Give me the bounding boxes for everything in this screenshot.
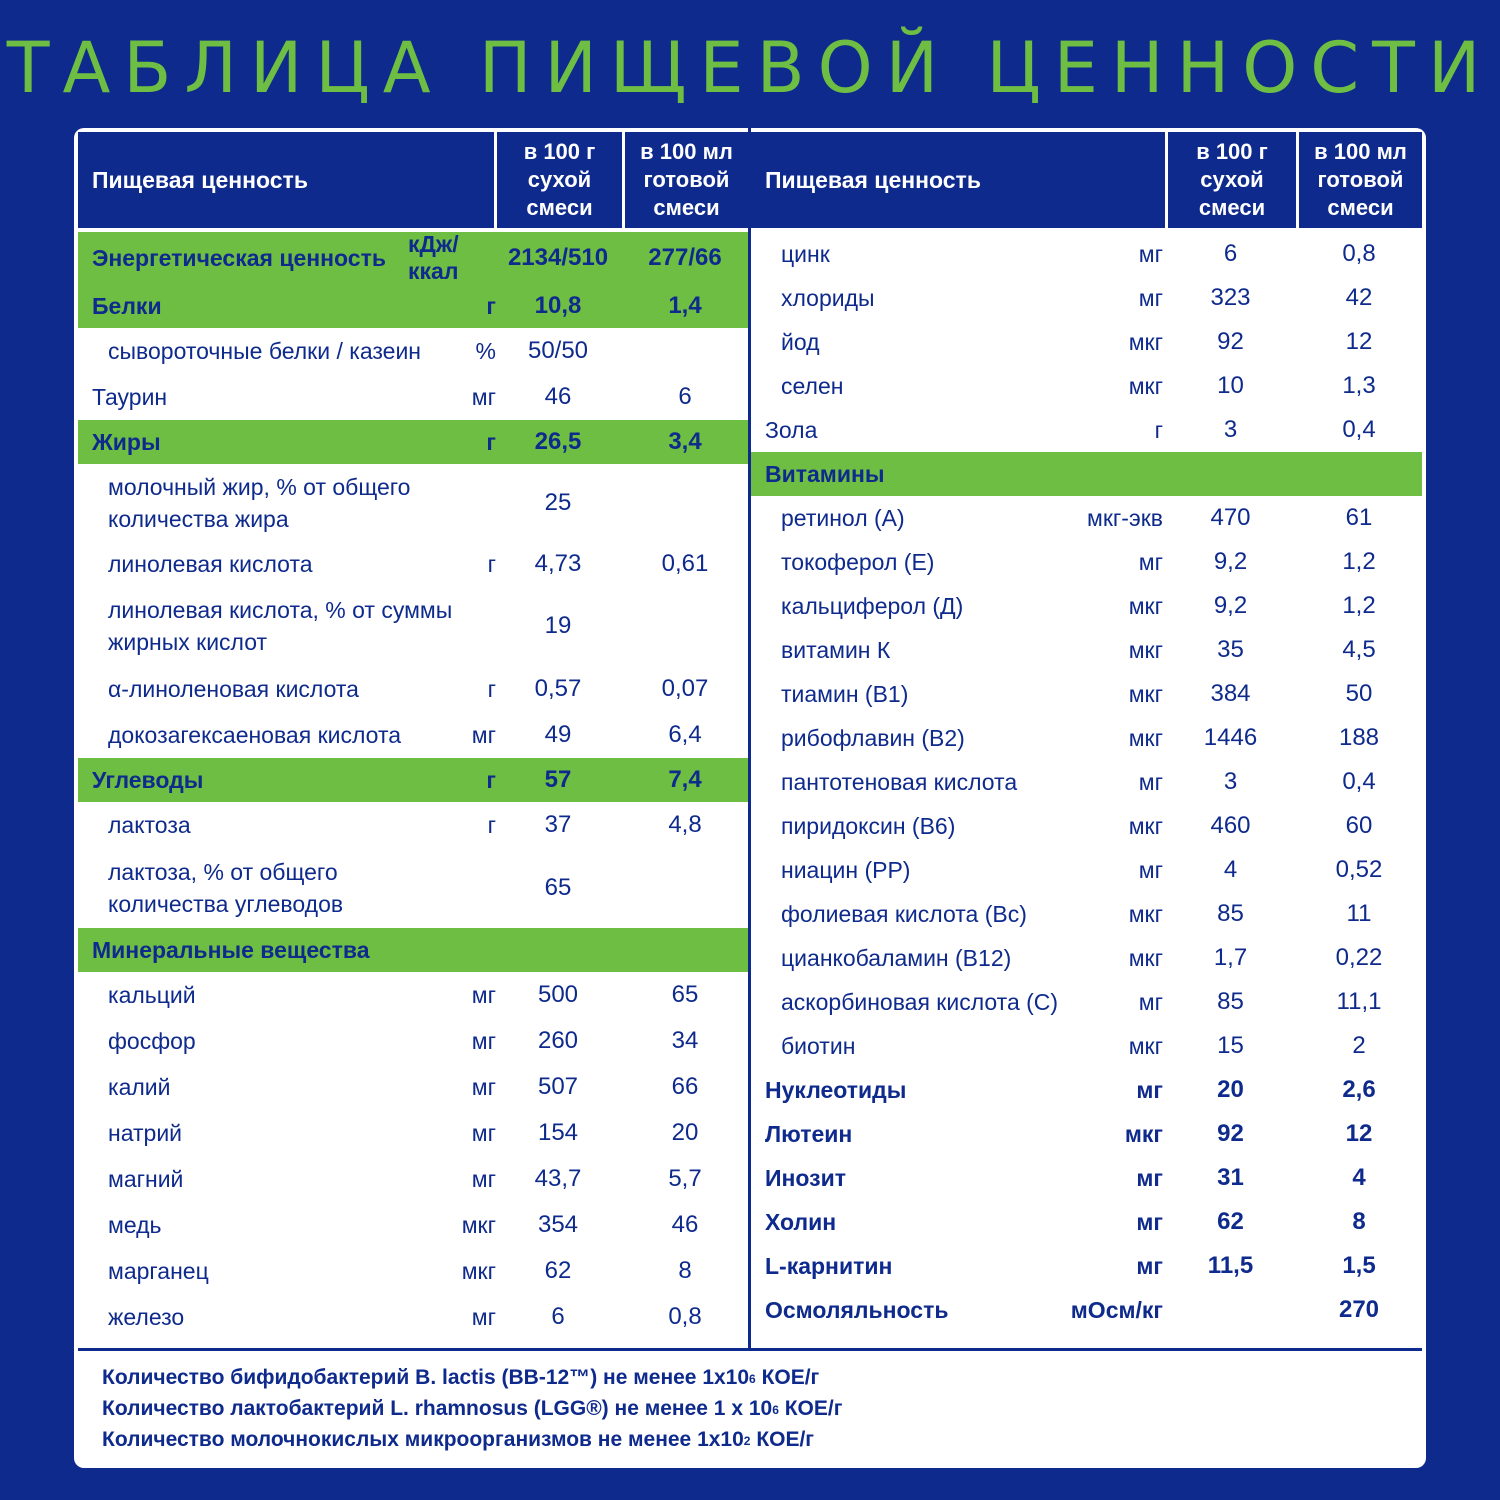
row-name: фосфор xyxy=(108,1027,196,1054)
row-unit: мг xyxy=(471,383,496,410)
row-value-dry: 92 xyxy=(1217,1120,1244,1147)
row-value-dry: 10,8 xyxy=(534,292,582,319)
row-value-dry: 50/50 xyxy=(527,337,589,364)
header-col-ready: в 100 мл готовой смеси xyxy=(1296,132,1422,228)
row-value-ready: 50 xyxy=(1345,680,1373,707)
row-value-dry: 46 xyxy=(544,383,572,410)
row-unit: мг xyxy=(1138,988,1163,1015)
row-name: токоферол (E) xyxy=(781,548,935,575)
header-name: Пищевая ценность xyxy=(92,167,308,193)
row-name: пиридоксин (B6) xyxy=(781,812,956,839)
row-name: калий xyxy=(108,1073,171,1100)
row-unit: г xyxy=(486,766,496,793)
row-value-ready xyxy=(1296,452,1422,496)
row-unit: мг xyxy=(1136,1252,1163,1279)
row-name: ниацин (PP) xyxy=(781,856,911,883)
row-value-dry: 500 xyxy=(537,981,579,1008)
row-value-ready: 1,3 xyxy=(1342,372,1376,399)
row-name: Инозит xyxy=(765,1164,847,1191)
table-row xyxy=(751,1068,1422,1112)
row-value-dry: 3 xyxy=(1223,416,1238,443)
footer-line-lactic: Количество молочнокислых микроорганизмов не менее $1x10^2$ КОЕ/г xyxy=(102,1428,815,1451)
row-value-ready: 12 xyxy=(1345,1120,1373,1147)
table-row xyxy=(751,276,1422,320)
row-value-dry: 384 xyxy=(1210,680,1251,707)
row-value-ready: 61 xyxy=(1345,504,1373,531)
row-unit: мг xyxy=(1138,240,1163,267)
table-row xyxy=(751,584,1422,628)
header-col-ready: в 100 мл готовой смеси xyxy=(622,132,748,228)
row-name: Таурин xyxy=(92,383,168,410)
table-row xyxy=(751,628,1422,672)
row-value-ready: 7,4 xyxy=(668,766,702,793)
table-row xyxy=(751,804,1422,848)
row-name: тиамин (B1) xyxy=(781,680,909,707)
row-name: медь xyxy=(108,1211,162,1238)
row-unit: г xyxy=(487,550,496,577)
row-name: аскорбиновая кислота (C) xyxy=(781,988,1059,1015)
table-row xyxy=(78,1202,748,1248)
row-value-dry: 154 xyxy=(537,1119,579,1146)
row-unit: мОсм/кг xyxy=(1070,1296,1163,1323)
row-name: биотин xyxy=(781,1032,856,1059)
row-value-ready: 4 xyxy=(1352,1164,1366,1191)
row-name: ретинол (A) xyxy=(781,504,905,531)
table-row xyxy=(751,1112,1422,1156)
table-row xyxy=(751,672,1422,716)
row-value-ready: 1,5 xyxy=(1342,1252,1376,1279)
row-value-ready: 8 xyxy=(1352,1208,1366,1235)
header-col-dry: в 100 г сухой смеси xyxy=(1165,132,1296,228)
row-value-ready: 20 xyxy=(671,1119,699,1146)
row-value-ready: 2,6 xyxy=(1342,1076,1376,1103)
row-name: цинк xyxy=(781,240,830,267)
row-unit: мг xyxy=(471,721,496,748)
row-value-dry: 323 xyxy=(1210,284,1251,311)
row-value-dry: 85 xyxy=(1217,900,1244,927)
row-unit: мкг xyxy=(1128,944,1163,971)
row-name: кальций xyxy=(108,981,196,1008)
row-value-dry: 1,7 xyxy=(1213,944,1248,971)
row-name: магний xyxy=(108,1165,184,1192)
row-value-ready xyxy=(622,328,748,374)
row-value-dry: 25 xyxy=(544,489,572,516)
row-unit: мкг xyxy=(461,1211,496,1238)
row-value-dry: 43,7 xyxy=(534,1165,582,1192)
table-row xyxy=(78,420,748,464)
row-value-ready xyxy=(622,928,748,972)
row-value-dry: 20 xyxy=(1217,1076,1244,1103)
table-row xyxy=(751,936,1422,980)
table-row xyxy=(78,972,748,1018)
row-unit: мг xyxy=(471,981,496,1008)
table-row xyxy=(78,328,748,374)
table-header-left xyxy=(78,132,748,228)
table-row xyxy=(78,928,748,972)
row-value-ready xyxy=(622,848,748,928)
row-value-ready: 4,8 xyxy=(668,811,702,838)
table-row xyxy=(78,1248,748,1294)
row-name: α-линоленовая кислота xyxy=(108,675,359,702)
row-unit: мг xyxy=(471,1073,496,1100)
table-row xyxy=(751,1156,1422,1200)
row-name: Белки xyxy=(92,292,162,319)
row-name: лактоза xyxy=(108,811,191,838)
table-row xyxy=(751,232,1422,276)
table-row xyxy=(78,758,748,802)
row-value-dry: 62 xyxy=(1217,1208,1244,1235)
row-value-dry: 354 xyxy=(537,1211,579,1238)
row-value-ready: 60 xyxy=(1345,812,1373,839)
row-unit: г xyxy=(486,428,496,455)
row-value-ready: 270 xyxy=(1338,1296,1380,1323)
row-name: сывороточные белки / казеин xyxy=(108,337,421,364)
row-value-ready: 6,4 xyxy=(668,721,702,748)
row-value-dry: 4 xyxy=(1223,856,1238,883)
row-unit: г xyxy=(487,675,496,702)
row-name: Витамины xyxy=(765,460,885,487)
row-value-dry: 31 xyxy=(1217,1164,1244,1191)
table-row xyxy=(78,232,748,284)
footer-line-lacto: Количество лактобактерий L. rhamnosus (LGG®) не менее 1 х $10^6$ КОЕ/г xyxy=(102,1397,843,1420)
row-unit: мкг xyxy=(1128,1032,1163,1059)
table-row xyxy=(78,1018,748,1064)
table-row xyxy=(751,452,1422,496)
row-value-dry: 9,2 xyxy=(1213,548,1248,575)
row-value-ready: 2 xyxy=(1352,1032,1366,1059)
row-unit: мг xyxy=(1136,1076,1163,1103)
row-value-dry: 11,5 xyxy=(1207,1252,1254,1279)
row-value-dry: 507 xyxy=(537,1073,579,1100)
table-row xyxy=(751,848,1422,892)
header-name: Пищевая ценность xyxy=(765,167,981,193)
table-row xyxy=(78,1294,748,1340)
table-header-right xyxy=(751,132,1422,228)
row-value-ready: 188 xyxy=(1338,724,1380,751)
row-value-dry: 3 xyxy=(1223,768,1238,795)
table-row xyxy=(751,1024,1422,1068)
table-row xyxy=(78,666,748,712)
row-value-dry xyxy=(1165,452,1296,496)
row-value-dry: 15 xyxy=(1217,1032,1244,1059)
row-value-dry: 19 xyxy=(544,612,572,639)
footer-notes xyxy=(102,1362,842,1455)
row-unit: мг xyxy=(1138,856,1163,883)
row-value-ready xyxy=(622,464,748,542)
row-unit: мг xyxy=(471,1165,496,1192)
row-unit xyxy=(408,464,496,542)
row-unit: г xyxy=(487,811,496,838)
footer-divider xyxy=(78,1348,1422,1351)
row-value-ready: 8 xyxy=(678,1257,692,1284)
table-row xyxy=(78,284,748,328)
row-value-ready: 0,52 xyxy=(1335,856,1383,883)
row-value-dry: 4,73 xyxy=(534,550,582,577)
row-value-dry: 0,57 xyxy=(534,675,582,702)
table-row xyxy=(78,1156,748,1202)
table-row xyxy=(78,1064,748,1110)
row-unit: мкг xyxy=(1128,900,1163,927)
row-name: рибофлавин (B2) xyxy=(781,724,965,751)
row-name: Холин xyxy=(765,1208,837,1235)
table-row xyxy=(78,542,748,586)
row-value-ready: 0,07 xyxy=(661,675,709,702)
row-unit: мг xyxy=(1136,1164,1163,1191)
row-unit: мкг xyxy=(1128,724,1163,751)
row-name: линолевая кислота, % от суммы жирных кислот xyxy=(108,597,453,655)
row-value-ready: 11,1 xyxy=(1336,988,1382,1015)
row-unit: мкг xyxy=(1128,328,1163,355)
row-value-dry xyxy=(494,928,622,972)
table-row xyxy=(78,374,748,420)
table-row xyxy=(78,464,748,542)
row-value-ready: 5,7 xyxy=(668,1165,702,1192)
row-unit: г xyxy=(1154,416,1163,443)
row-value-dry: 49 xyxy=(544,721,572,748)
row-value-dry: 37 xyxy=(544,811,572,838)
table-row xyxy=(751,760,1422,804)
table-row xyxy=(751,1200,1422,1244)
row-unit xyxy=(408,928,496,972)
row-name: марганец xyxy=(108,1257,209,1284)
header-col-dry: в 100 г сухой смеси xyxy=(494,132,622,228)
row-value-ready: 11 xyxy=(1346,900,1372,927)
row-value-ready xyxy=(622,586,748,666)
row-unit: мг xyxy=(1138,548,1163,575)
table-row xyxy=(751,540,1422,584)
row-unit: мг xyxy=(1138,284,1163,311)
row-unit: мкг xyxy=(1128,636,1163,663)
table-row xyxy=(78,848,748,928)
row-value-ready: 0,8 xyxy=(668,1303,702,1330)
row-unit: мг xyxy=(1136,1208,1163,1235)
row-value-ready: 0,4 xyxy=(1342,768,1376,795)
row-name: Осмоляльность xyxy=(765,1296,949,1323)
row-value-dry: 35 xyxy=(1217,636,1244,663)
row-value-ready: 46 xyxy=(671,1211,699,1238)
row-value-ready: 6 xyxy=(678,383,692,410)
row-value-dry: 260 xyxy=(537,1027,579,1054)
row-unit: мг xyxy=(471,1027,496,1054)
row-unit: мг xyxy=(471,1303,496,1330)
row-unit xyxy=(408,848,496,928)
row-unit: мкг-экв xyxy=(1087,504,1163,531)
row-name: цианкобаламин (B12) xyxy=(781,944,1012,971)
row-name: витамин К xyxy=(781,636,891,663)
row-value-ready: 0,22 xyxy=(1335,944,1383,971)
row-name: Энергетическая ценность xyxy=(92,244,386,271)
row-name: Лютеин xyxy=(765,1120,853,1147)
table-row xyxy=(78,802,748,848)
row-name: докозагексаеновая кислота xyxy=(108,721,402,748)
row-value-ready: 42 xyxy=(1345,284,1373,311)
row-name: фолиевая кислота (Bc) xyxy=(781,900,1027,927)
row-value-dry: 470 xyxy=(1210,504,1251,531)
row-value-dry: 1446 xyxy=(1203,724,1258,751)
row-value-ready: 12 xyxy=(1345,328,1373,355)
row-value-dry: 9,2 xyxy=(1213,592,1248,619)
row-value-dry: 57 xyxy=(544,766,572,793)
row-value-dry: 6 xyxy=(1223,240,1238,267)
row-unit: мкг xyxy=(1124,1120,1163,1147)
row-name: Минеральные вещества xyxy=(92,936,370,963)
table-row xyxy=(751,1244,1422,1288)
row-value-ready: 0,8 xyxy=(1342,240,1376,267)
table-row xyxy=(751,408,1422,452)
row-name: Нуклеотиды xyxy=(765,1076,907,1103)
row-value-ready: 1,2 xyxy=(1342,548,1376,575)
row-unit: мкг xyxy=(1128,592,1163,619)
row-value-ready: 0,61 xyxy=(661,550,709,577)
row-unit: % xyxy=(475,337,496,364)
row-unit: мкг xyxy=(1128,680,1163,707)
row-value-dry xyxy=(1165,1288,1296,1332)
table-row xyxy=(751,364,1422,408)
row-value-ready: 4,5 xyxy=(1342,636,1376,663)
row-value-ready: 1,2 xyxy=(1342,592,1376,619)
row-unit: мкг xyxy=(1128,372,1163,399)
row-name: лактоза, % от общего количества углеводов xyxy=(108,859,344,917)
row-name: линолевая кислота xyxy=(108,550,313,577)
row-value-ready: 66 xyxy=(671,1073,699,1100)
row-name: йод xyxy=(781,328,820,355)
row-name: пантотеновая кислота xyxy=(781,768,1018,795)
row-name: L-карнитин xyxy=(765,1252,893,1279)
row-value-dry: 85 xyxy=(1217,988,1244,1015)
row-unit: кДж/ккал xyxy=(408,231,459,284)
row-value-dry: 6 xyxy=(551,1303,565,1330)
row-unit: мкг xyxy=(1128,812,1163,839)
table-row xyxy=(78,1110,748,1156)
table-row xyxy=(78,712,748,758)
footer-line-bifido: Количество бифидобактерий B. lactis (BB-12™) не менее $1x10^6$ КОЕ/г xyxy=(102,1366,820,1389)
row-value-dry: 10 xyxy=(1217,372,1244,399)
table-row xyxy=(751,496,1422,540)
row-name: железо xyxy=(108,1303,185,1330)
row-name: селен xyxy=(781,372,844,399)
table-row xyxy=(751,1288,1422,1332)
row-value-ready: 1,4 xyxy=(668,292,702,319)
row-value-ready: 65 xyxy=(671,981,699,1008)
row-name: молочный жир, % от общего количества жира xyxy=(108,474,411,532)
row-name: натрий xyxy=(108,1119,183,1146)
row-name: хлориды xyxy=(781,284,875,311)
row-name: Зола xyxy=(765,416,818,443)
row-name: Жиры xyxy=(92,428,161,455)
row-value-dry: 62 xyxy=(544,1257,572,1284)
row-name: кальциферол (Д) xyxy=(781,592,964,619)
row-unit xyxy=(408,586,496,666)
row-unit: мкг xyxy=(461,1257,496,1284)
row-unit: мг xyxy=(471,1119,496,1146)
row-value-ready: 0,4 xyxy=(1342,416,1376,443)
table-row xyxy=(78,586,748,666)
table-row xyxy=(751,716,1422,760)
row-value-dry: 26,5 xyxy=(534,428,582,455)
table-row xyxy=(751,320,1422,364)
page-title: ТАБЛИЦА ПИЩЕВОЙ ЦЕННОСТИ xyxy=(6,27,1494,109)
row-value-ready: 277/66 xyxy=(648,244,722,271)
row-value-dry: 92 xyxy=(1217,328,1244,355)
row-value-dry: 2134/510 xyxy=(507,244,609,271)
row-value-ready: 3,4 xyxy=(668,428,702,455)
nutrition-table xyxy=(74,128,1426,1468)
row-unit: г xyxy=(486,292,496,319)
row-value-ready: 34 xyxy=(671,1027,699,1054)
table-row xyxy=(751,892,1422,936)
row-unit xyxy=(1011,452,1163,496)
row-unit: мг xyxy=(1138,768,1163,795)
row-value-dry: 65 xyxy=(544,874,572,901)
row-name: Углеводы xyxy=(92,766,204,793)
table-row xyxy=(751,980,1422,1024)
row-value-dry: 460 xyxy=(1210,812,1251,839)
